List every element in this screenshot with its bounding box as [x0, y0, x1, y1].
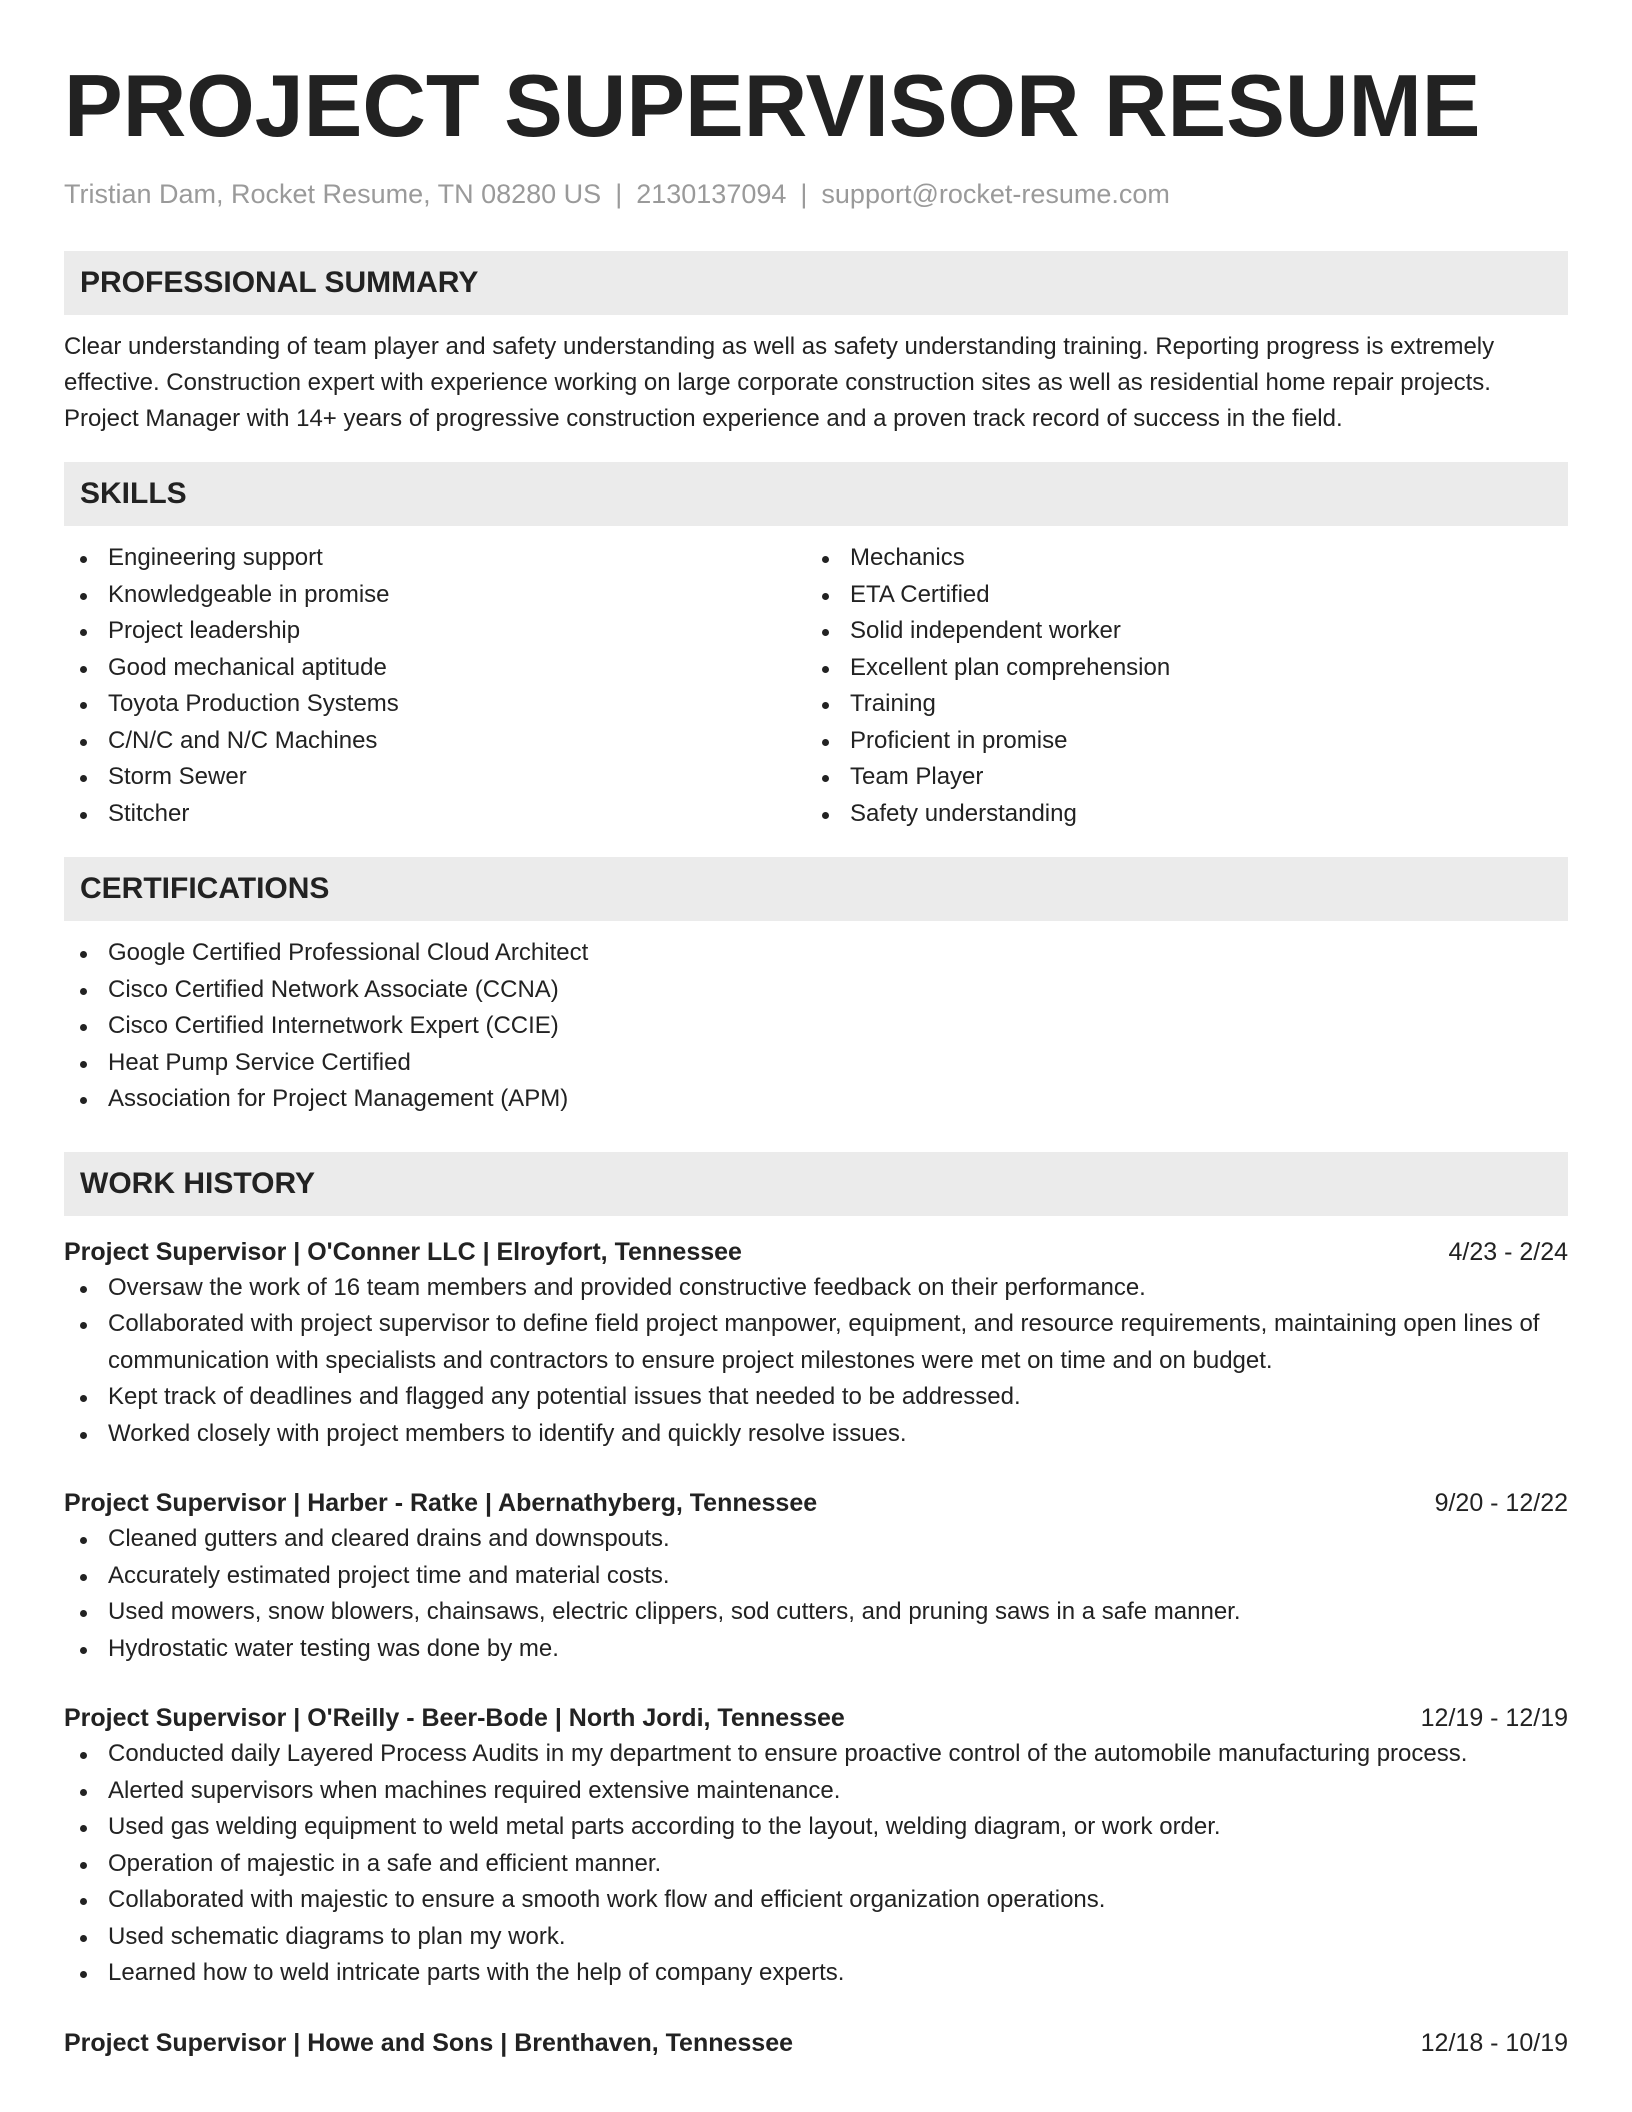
- job-entry: [64, 1700, 1568, 1992]
- job-entry: [64, 1234, 1568, 1453]
- job-dates: 12/18 - 10/19: [1420, 2028, 1568, 2057]
- job-header: [64, 1485, 1568, 1521]
- job-dates: 9/20 - 12/22: [1434, 1489, 1568, 1517]
- job-header: [64, 1234, 1568, 1270]
- list-item: Used gas welding equipment to weld metal parts according to the layout, welding diagram, or work order.: [64, 1809, 1568, 1846]
- list-item: Cisco Certified Internetwork Expert (CCIE): [64, 1008, 1568, 1045]
- resume-title: PROJECT SUPERVISOR RESUME: [64, 56, 1481, 155]
- skills-list-left: [64, 540, 806, 832]
- job-entry: [64, 2025, 1568, 2061]
- list-item: Collaborated with majestic to ensure a smooth work flow and efficient organization operations.: [64, 1882, 1568, 1919]
- job-bullets: [64, 1521, 1568, 1667]
- job-title: Project Supervisor | Howe and Sons | Brenthaven, Tennessee: [64, 2028, 794, 2057]
- list-item: Engineering support: [64, 540, 806, 577]
- list-item: Learned how to weld intricate parts with the help of company experts.: [64, 1955, 1568, 1992]
- job-header: [64, 1700, 1568, 1736]
- section-heading-certifications: CERTIFICATIONS: [64, 857, 1568, 921]
- skills-list-right: [806, 540, 1548, 832]
- list-item: Good mechanical aptitude: [64, 650, 806, 687]
- list-item: Hydrostatic water testing was done by me.: [64, 1631, 1568, 1668]
- summary-text: Clear understanding of team player and safety understanding as well as safety understanding training. Reporting progress is extremely effective. Construction expert with experience working on large corporate construction sites as well as residential home repair projects. Project Manager with 14+ years of progressive construction experience and a proven track record of success in the field.: [64, 333, 1495, 432]
- list-item: Cleaned gutters and cleared drains and downspouts.: [64, 1521, 1568, 1558]
- job-title: Project Supervisor | O'Reilly - Beer-Bode | North Jordi, Tennessee: [64, 1704, 845, 1732]
- list-item: Worked closely with project members to identify and quickly resolve issues.: [64, 1416, 1568, 1453]
- list-item: Storm Sewer: [64, 759, 806, 796]
- list-item: Oversaw the work of 16 team members and provided constructive feedback on their performance.: [64, 1270, 1568, 1307]
- list-item: Excellent plan comprehension: [806, 650, 1548, 687]
- contact-line: [64, 176, 1568, 212]
- list-item: Project leadership: [64, 613, 806, 650]
- list-item: Cisco Certified Network Associate (CCNA): [64, 972, 1568, 1009]
- list-item: Accurately estimated project time and material costs.: [64, 1558, 1568, 1595]
- list-item: Used mowers, snow blowers, chainsaws, electric clippers, sod cutters, and pruning saws in a safe manner.: [64, 1594, 1568, 1631]
- skills-column-right: [806, 540, 1548, 832]
- list-item: Training: [806, 686, 1548, 723]
- list-item: Used schematic diagrams to plan my work.: [64, 1919, 1568, 1956]
- section-heading-work-history: WORK HISTORY: [64, 1152, 1568, 1216]
- list-item: Conducted daily Layered Process Audits in my department to ensure proactive control of the automobile manufacturing process.: [64, 1736, 1568, 1773]
- job-bullets: [64, 1270, 1568, 1453]
- list-item: Team Player: [806, 759, 1548, 796]
- list-item: Knowledgeable in promise: [64, 577, 806, 614]
- job-bullets: [64, 1736, 1568, 1992]
- list-item: Collaborated with project supervisor to define field project manpower, equipment, and resource requirements, maintaining open lines of communication with specialists and contractors to ensure project milestones were met on time and on budget.: [64, 1306, 1568, 1379]
- list-item: Toyota Production Systems: [64, 686, 806, 723]
- list-item: Mechanics: [806, 540, 1548, 577]
- list-item: Solid independent worker: [806, 613, 1548, 650]
- job-dates: 4/23 - 2/24: [1448, 1237, 1568, 1266]
- certifications-list: [64, 935, 1568, 1118]
- list-item: Association for Project Management (APM): [64, 1081, 1568, 1118]
- skills-grid: [64, 540, 1568, 832]
- job-title: Project Supervisor | Harber - Ratke | Abernathyberg, Tennessee: [64, 1489, 818, 1517]
- list-item: Kept track of deadlines and flagged any potential issues that needed to be addressed.: [64, 1379, 1568, 1416]
- contact-phone: 2130137094: [636, 179, 787, 209]
- list-item: Safety understanding: [806, 796, 1548, 833]
- skills-column-left: [64, 540, 806, 832]
- job-title: Project Supervisor | O'Conner LLC | Elroyfort, Tennessee: [64, 1237, 742, 1266]
- list-item: Google Certified Professional Cloud Architect: [64, 935, 1568, 972]
- contact-address: Tristian Dam, Rocket Resume, TN 08280 US: [64, 179, 602, 209]
- list-item: Heat Pump Service Certified: [64, 1045, 1568, 1082]
- job-entry: [64, 1485, 1568, 1667]
- list-item: Stitcher: [64, 796, 806, 833]
- contact-email: support@rocket-resume.com: [821, 179, 1170, 209]
- list-item: Alerted supervisors when machines required extensive maintenance.: [64, 1773, 1568, 1810]
- list-item: ETA Certified: [806, 577, 1548, 614]
- contact-separator: |: [615, 179, 623, 209]
- section-heading-summary: PROFESSIONAL SUMMARY: [64, 251, 1568, 315]
- list-item: Operation of majestic in a safe and efficient manner.: [64, 1846, 1568, 1883]
- job-header: [64, 2025, 1568, 2061]
- resume-page: [64, 58, 1568, 2061]
- section-heading-skills: SKILLS: [64, 462, 1568, 526]
- job-dates: 12/19 - 12/19: [1420, 1704, 1568, 1732]
- list-item: C/N/C and N/C Machines: [64, 723, 806, 760]
- list-item: Proficient in promise: [806, 723, 1548, 760]
- contact-separator: |: [800, 179, 808, 209]
